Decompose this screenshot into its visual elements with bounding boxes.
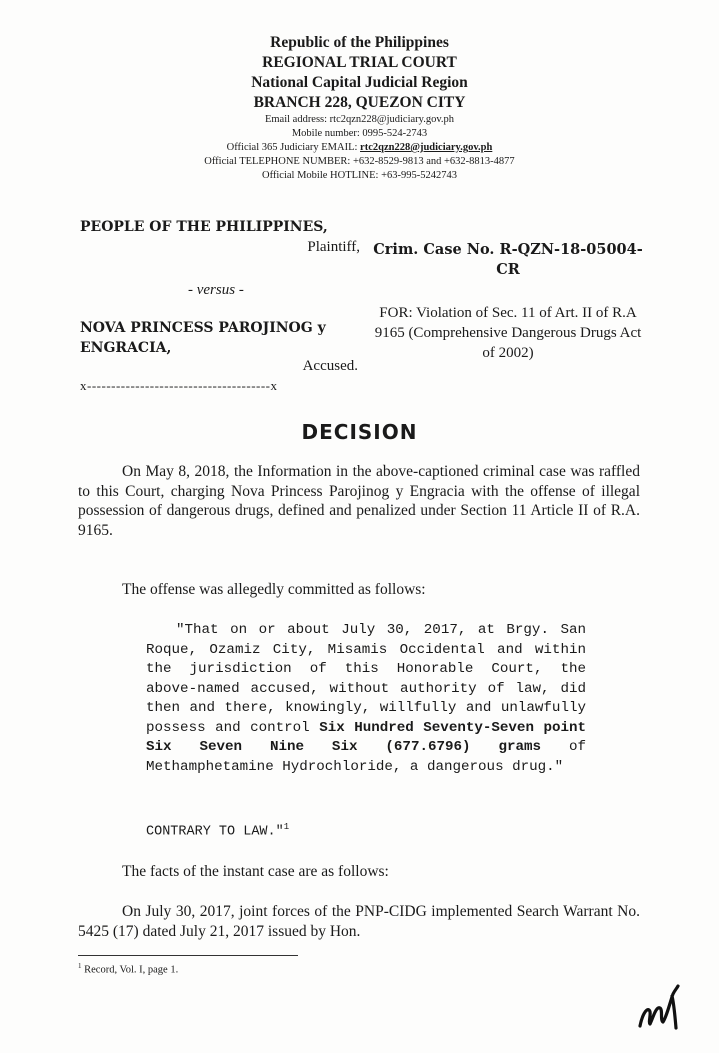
o365-email: rtc2qzn228@judiciary.gov.ph: [360, 142, 493, 153]
letterhead-o365: [0, 141, 719, 155]
letterhead-mobile: Mobile number: 0995-524-2743: [291, 128, 428, 139]
plaintiff-name: PEOPLE OF THE PHILIPPINES,: [80, 219, 328, 235]
paragraph-raffle: On May 8, 2018, the Information in the above-captioned criminal case was raffled to this Court, charging Nova Princess Parojinog y Engracia with the offense of illegal possession of dangerous drugs, defined and penalized under Section 11 Article II of R.A. 9165.: [78, 463, 640, 539]
quote-text-b: of Methamphetamine Hydrochloride, a dangerous drug.": [146, 739, 586, 775]
paragraph-facts-intro: The facts of the instant case are as follows:: [122, 863, 389, 880]
letterhead-email: Email address: rtc2qzn228@judiciary.gov.ph: [264, 114, 455, 125]
letterhead-hotline: Official Mobile HOTLINE: +63-995-5242743: [262, 170, 457, 181]
offense-description: FOR: Violation of Sec. 11 of Art. II of R.A 9165 (Comprehensive Dangerous Drugs Act of 2002): [374, 305, 642, 361]
information-quote: [146, 621, 586, 777]
court-letterhead: [0, 33, 719, 183]
accused-name: NOVA PRINCESS PAROJINOG y ENGRACIA,: [80, 320, 326, 356]
paragraph-search-warrant: On July 30, 2017, joint forces of the PNP-CIDG implemented Search Warrant No. 5425 (17) dated July 21, 2017 issued by Hon.: [78, 903, 640, 940]
footnote-divider: [78, 955, 298, 956]
accused-label: Accused.: [302, 358, 358, 374]
quote-text-a: "That on or about July 30, 2017, at Brgy. San Roque, Ozamiz City, Misamis Occidental and within the jurisdiction of this Honorable Court, the above-named accused, without authority of law, did then and there, knowingly, willfully and unlawfully possess and control: [146, 622, 586, 736]
versus-label: - versus -: [188, 282, 244, 298]
footnote-number: 1: [78, 962, 82, 970]
case-caption-plaintiff: [80, 217, 360, 257]
footnote-text: Record, Vol. I, page 1.: [84, 964, 179, 976]
document-title: DECISION: [301, 420, 418, 444]
letterhead-region: National Capital Judicial Region: [251, 74, 468, 91]
paragraph-offense-intro: The offense was allegedly committed as follows:: [122, 581, 426, 598]
letterhead-republic: Republic of the Philippines: [270, 34, 449, 51]
o365-label: Official 365 Judiciary EMAIL:: [226, 142, 358, 153]
plaintiff-label: Plaintiff,: [307, 239, 360, 255]
letterhead-telephone: Official TELEPHONE NUMBER: +632-8529-9813 and +632-8813-4877: [204, 156, 515, 167]
letterhead-branch: BRANCH 228, QUEZON CITY: [253, 94, 466, 111]
caption-divider: x--------------------------------------x: [80, 378, 278, 393]
letterhead-court: REGIONAL TRIAL COURT: [262, 54, 457, 71]
footnote: [78, 962, 178, 976]
initial-signature: [636, 982, 684, 1032]
contrary-to-law: [146, 822, 289, 840]
contrary-text: CONTRARY TO LAW.": [146, 824, 284, 840]
case-number: Crim. Case No. R-QZN-18-05004-CR: [373, 241, 643, 278]
footnote-ref: 1: [283, 822, 290, 832]
quote-quantity: Six Hundred Seventy-Seven point Six Seven Nine Six (677.6796) grams: [146, 719, 587, 755]
